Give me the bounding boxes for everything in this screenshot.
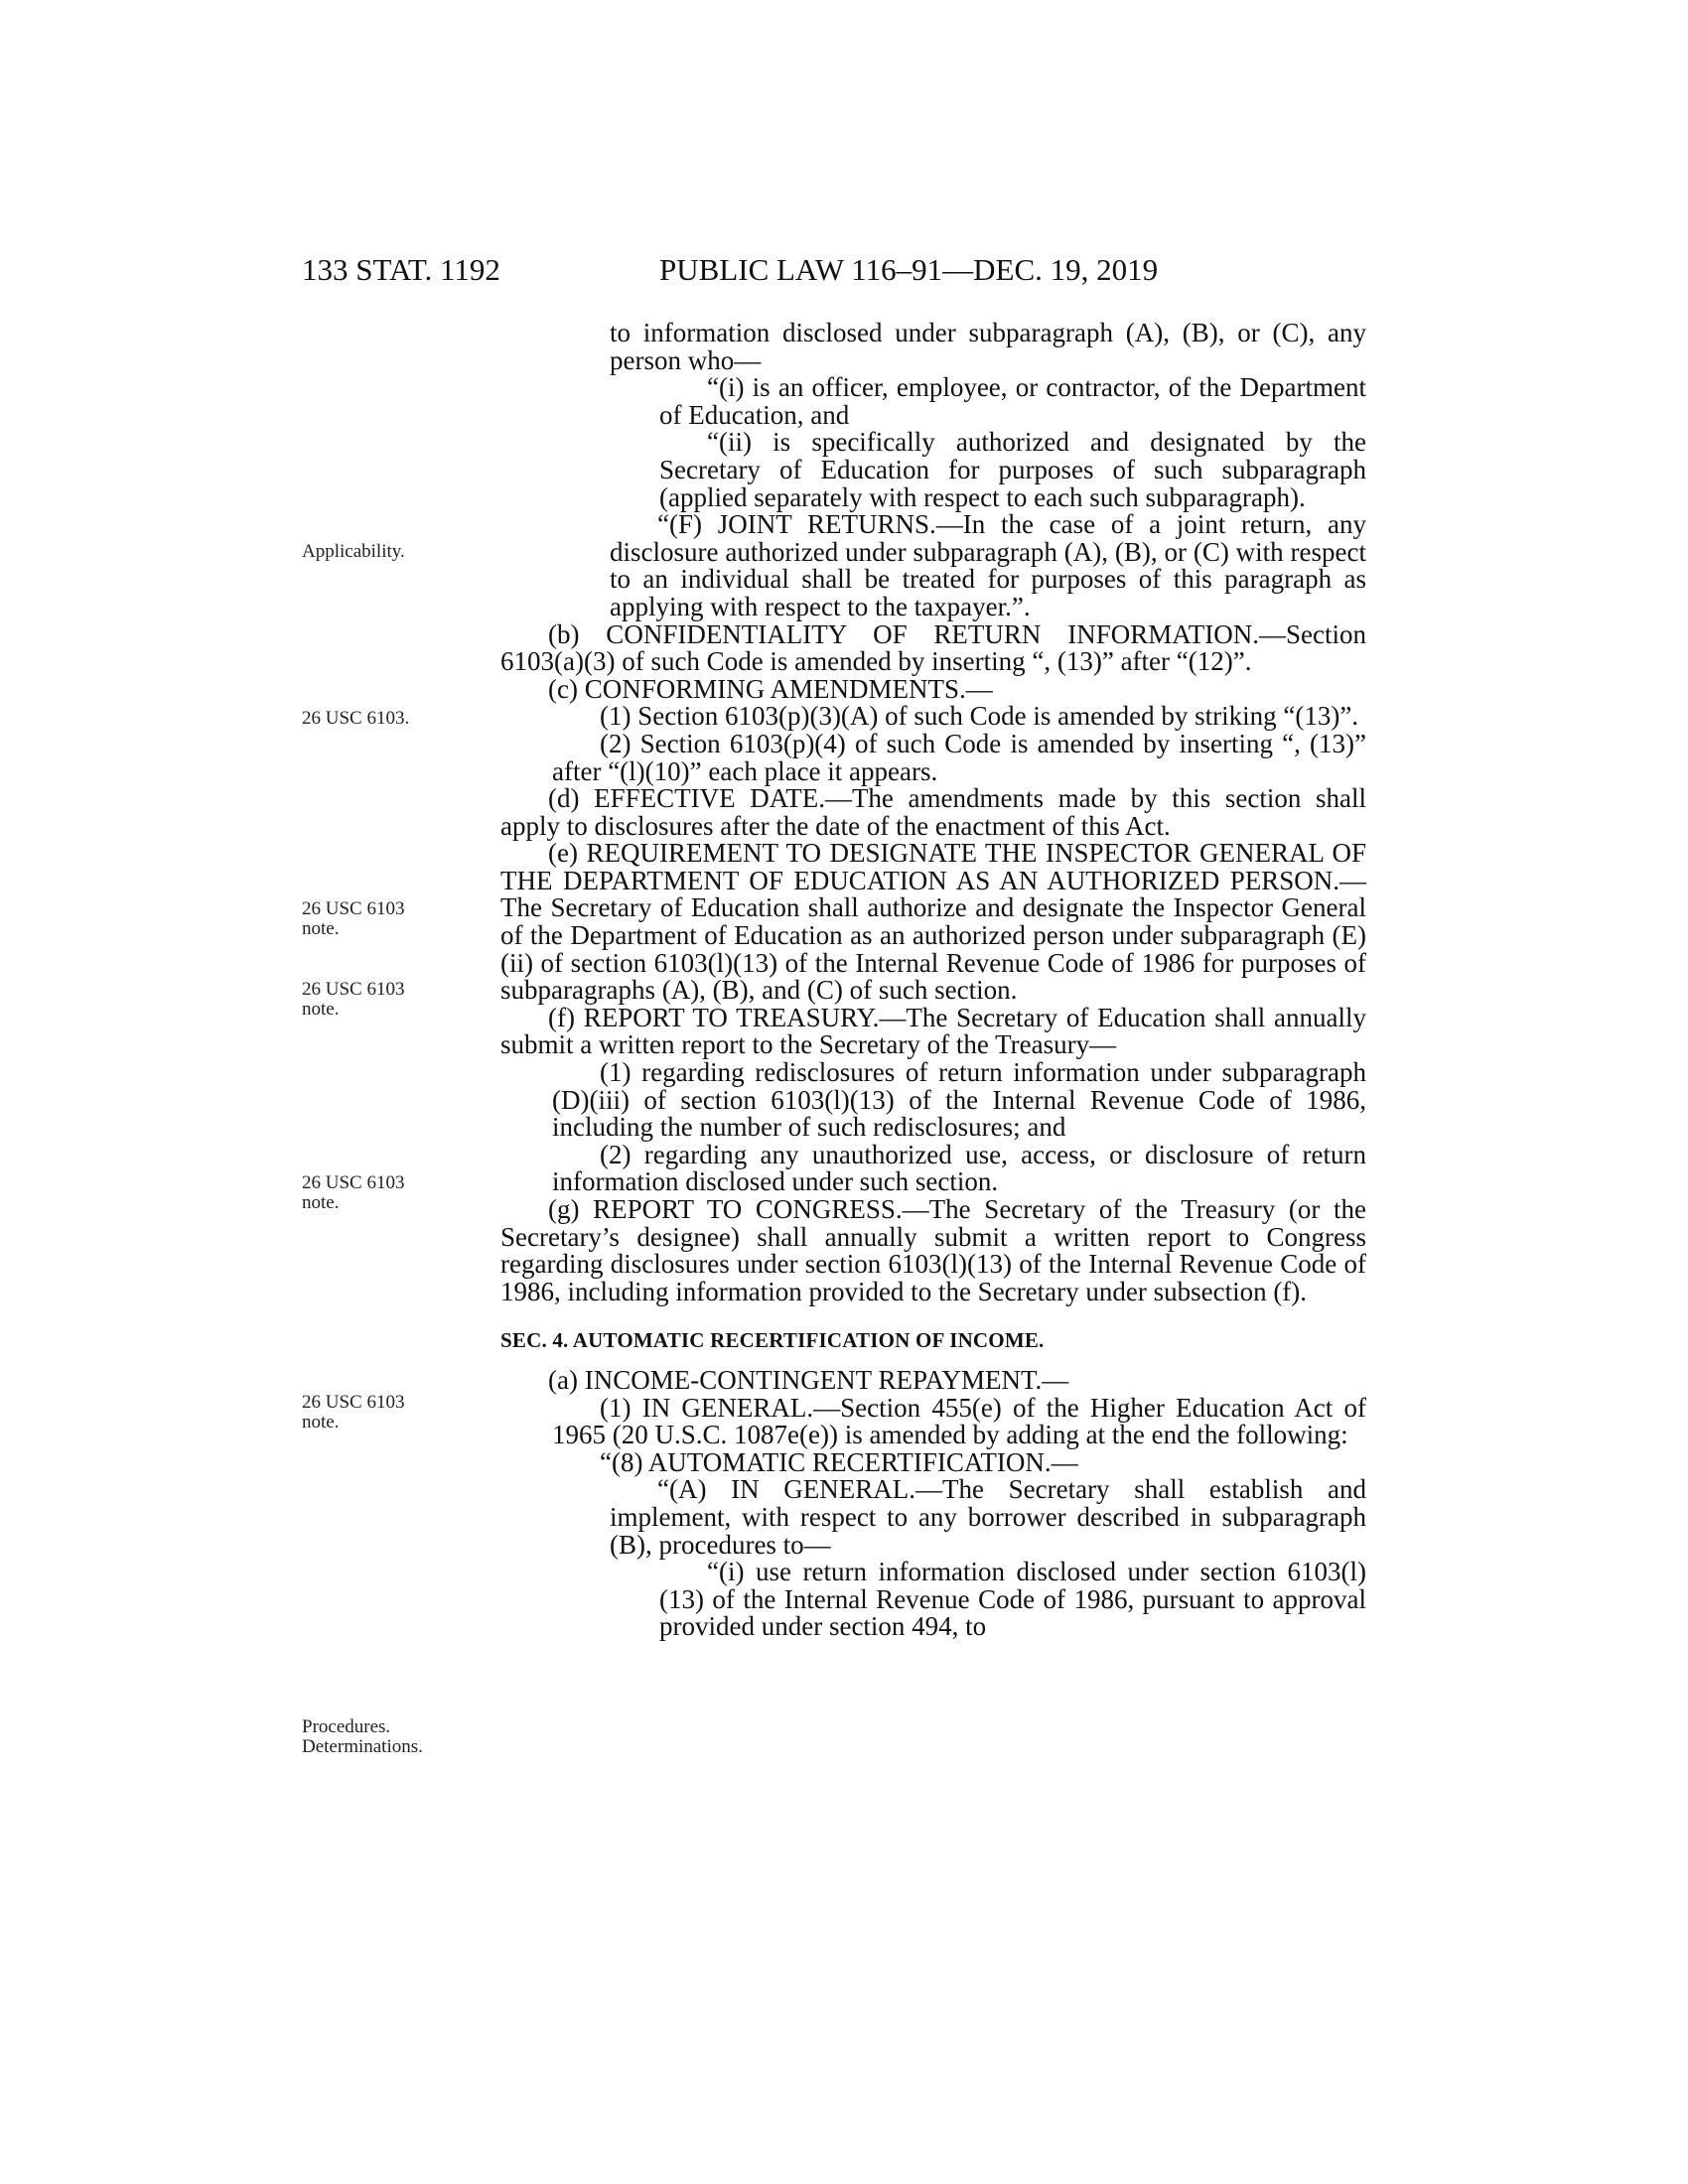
- margin-note-line: Procedures.: [302, 1716, 391, 1737]
- margin-note-line: note.: [302, 918, 340, 939]
- margin-note-applicability: [302, 542, 405, 562]
- margin-note-procedures: [302, 1717, 423, 1757]
- paragraph: to information disclosed under subparagraph (A), (B), or (C), any person who—: [610, 318, 1366, 375]
- statute-text: [500, 320, 1366, 1641]
- margin-note-line: 26 USC 6103: [302, 898, 405, 919]
- paragraph: “(8) AUTOMATIC RECERTIFICATION.—: [600, 1446, 1078, 1477]
- margin-note-26usc6103-note: [302, 1173, 404, 1213]
- margin-note-line: 26 USC 6103: [302, 1392, 405, 1413]
- paragraph: “(i) is an officer, employee, or contractor, of the Department of Education, and: [659, 372, 1366, 430]
- page-stat-citation: 133 STAT. 1192: [302, 252, 500, 287]
- paragraph: “(A) IN GENERAL.—The Secretary shall establish and implement, with respect to any borrower described in subparagraph (B), procedures to—: [610, 1474, 1366, 1560]
- paragraph: (g) REPORT TO CONGRESS.—The Secretary of the Treasury (or the Secretary’s designee) shall annually submit a written report to Congress regarding disclosures under section 6103(l)(13) of the Internal Revenue Code of 1986, including information provided to the Secretary under subsection (f).: [500, 1194, 1366, 1306]
- paragraph: (1) IN GENERAL.—Section 455(e) of the Higher Education Act of 1965 (20 U.S.C. 1087e(e)) is amended by adding at the end the following:: [552, 1392, 1366, 1450]
- margin-note-line: Applicability.: [302, 541, 405, 562]
- margin-note-line: 26 USC 6103: [302, 1172, 405, 1193]
- paragraph: (1) regarding redisclosures of return information under subparagraph (D)(iii) of section 6103(l)(13) of the Internal Revenue Code of 1986, including the number of such redisclosures; and: [552, 1057, 1366, 1143]
- paragraph: (2) regarding any unauthorized use, access, or disclosure of return information disclosed under such section.: [552, 1139, 1366, 1197]
- margin-note-line: 26 USC 6103.: [302, 708, 410, 729]
- margin-note-line: note.: [302, 999, 340, 1020]
- margin-note-26usc6103: [302, 709, 409, 729]
- paragraph: (a) INCOME-CONTINGENT REPAYMENT.—: [548, 1364, 1069, 1395]
- margin-note-line: Determinations.: [302, 1736, 423, 1757]
- paragraph: (e) REQUIREMENT TO DESIGNATE THE INSPECTOR GENERAL OF THE DEPARTMENT OF EDUCATION AS AN AUTHORIZED PERSON.— The Secretary of Education shall authorize and designate the Inspector General of the Department of Education as an authorized person under subparagraph (E)(ii) of section 6103(l)(13) of the Internal Revenue Code of 1986 for purposes of subparagraphs (A), (B), and (C) of such section.: [500, 838, 1366, 1006]
- paragraph: (1) Section 6103(p)(3)(A) of such Code is amended by striking “(13)”.: [600, 701, 1359, 732]
- page-running-head: PUBLIC LAW 116–91—DEC. 19, 2019: [659, 252, 1159, 287]
- margin-note-26usc6103-note: [302, 899, 404, 939]
- paragraph: “(F) JOINT RETURNS.—In the case of a joint return, any disclosure authorized under subparagraph (A), (B), or (C) with respect to an individual shall be treated for purposes of this paragraph as applying with respect to the taxpayer.”.: [610, 509, 1366, 621]
- margin-note-line: note.: [302, 1192, 340, 1213]
- paragraph: “(ii) is specifically authorized and designated by the Secretary of Education for purposes of such subparagraph (applied separately with respect to each such subparagraph).: [659, 427, 1366, 512]
- paragraph: (d) EFFECTIVE DATE.—The amendments made by this section shall apply to disclosures after the date of the enactment of this Act.: [500, 783, 1366, 841]
- section-title: SEC. 4. AUTOMATIC RECERTIFICATION OF INCOME.: [500, 1328, 1045, 1353]
- paragraph: (2) Section 6103(p)(4) of such Code is amended by inserting “, (13)” after “(l)(10)” each place it appears.: [552, 728, 1366, 786]
- paragraph: (b) CONFIDENTIALITY OF RETURN INFORMATION.—Section 6103(a)(3) of such Code is amended by inserting “, (13)” after “(12)”.: [500, 618, 1366, 677]
- margin-note-line: note.: [302, 1412, 340, 1433]
- margin-note-26usc6103-note: [302, 980, 404, 1020]
- paragraph: “(i) use return information disclosed under section 6103(l)(13) of the Internal Revenue Code of 1986, pursuant to approval provided under section 494, to: [659, 1557, 1366, 1642]
- paragraph: (f) REPORT TO TREASURY.—The Secretary of Education shall annually submit a written report to the Secretary of the Treasury—: [500, 1002, 1366, 1060]
- margin-note-line: 26 USC 6103: [302, 979, 405, 1000]
- paragraph: (c) CONFORMING AMENDMENTS.—: [548, 673, 993, 704]
- margin-note-26usc6103-note: [302, 1393, 404, 1433]
